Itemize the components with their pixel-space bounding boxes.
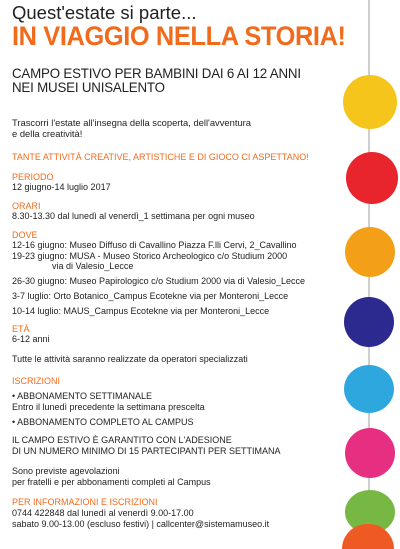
info-line-2: sabato 9.00-13.00 (escluso festivi) | callcenter@sistemamuseo.it [12, 519, 270, 529]
tagline: Quest'estate si parte... [12, 2, 197, 23]
guarantee-line-1: IL CAMPO ESTIVO È GARANTITO CON L'ADESIONE [12, 435, 232, 445]
navy-dot [344, 297, 394, 347]
weekly-subscription-title: • ABBONAMENTO SETTIMANALE [12, 391, 153, 401]
dove-item-1: 12-16 giugno: Museo Diffuso di Cavallino Piazza F.lli Cervi, 2_Cavallino [12, 240, 297, 250]
orari-heading: ORARI [12, 201, 41, 211]
weekly-subscription-note: Entro il lunedì precedente la settimana prescelta [12, 402, 205, 412]
intro-line-2: e della creatività! [12, 128, 83, 139]
dove-item-2: 19-23 giugno: MUSA - Museo Storico Archeologico c/o Studium 2000 [12, 251, 288, 261]
info-line-1: 0744 422848 dal lunedì al venerdì 9.00-17.00 [12, 508, 194, 518]
eta-value: 6-12 anni [12, 334, 50, 344]
subtitle-line-1: CAMPO ESTIVO PER BAMBINI DAI 6 AI 12 ANNI [12, 66, 301, 81]
red-dot [346, 152, 398, 204]
dove-item-5: 10-14 luglio: MAUS_Campus Ecotekne via per Monteroni_Lecce [12, 306, 270, 316]
full-subscription-title: • ABBONAMENTO COMPLETO AL CAMPUS [12, 417, 194, 427]
guarantee-line-2: DI UN NUMERO MINIMO DI 15 PARTECIPANTI PER SETTIMANA [12, 446, 281, 456]
light-blue-dot [344, 365, 394, 413]
dove-item-3: 26-30 giugno: Museo Papirologico c/o Studium 2000 via di Valesio_Lecce [12, 276, 306, 286]
dove-item-4: 3-7 luglio: Orto Botanico_Campus Ecotekne via per Monteroni_Lecce [12, 291, 289, 301]
dove-heading: DOVE [12, 230, 38, 240]
discounts-line-2: per fratelli e per abbonamenti completi al Campus [12, 477, 211, 487]
activities-banner: TANTE ATTIVITÀ CREATIVE, ARTISTICHE E DI GIOCO CI ASPETTANO! [12, 152, 309, 162]
yellow-dot [343, 75, 397, 129]
operators-note: Tutte le attività saranno realizzate da operatori specializzati [12, 354, 248, 364]
headline: IN VIAGGIO NELLA STORIA! [12, 21, 346, 51]
iscrizioni-heading: ISCRIZIONI [12, 376, 61, 386]
intro-line-1: Trascorri l'estate all'insegna della scoperta, dell'avventura [12, 117, 251, 128]
eta-heading: ETÀ [12, 324, 30, 334]
periodo-heading: PERIODO [12, 172, 54, 182]
dove-item-2-address: via di Valesio_Lecce [52, 261, 134, 271]
pink-dot [345, 428, 395, 478]
discounts-line-1: Sono previste agevolazioni [12, 466, 120, 476]
periodo-value: 12 giugno-14 luglio 2017 [12, 182, 111, 192]
orari-value: 8.30-13.30 dal lunedì al venerdì_1 settimana per ogni museo [12, 211, 255, 221]
orange-dot [345, 227, 395, 277]
info-heading: PER INFORMAZIONI E ISCRIZIONI [12, 497, 158, 507]
subtitle-line-2: NEI MUSEI UNISALENTO [12, 80, 165, 95]
